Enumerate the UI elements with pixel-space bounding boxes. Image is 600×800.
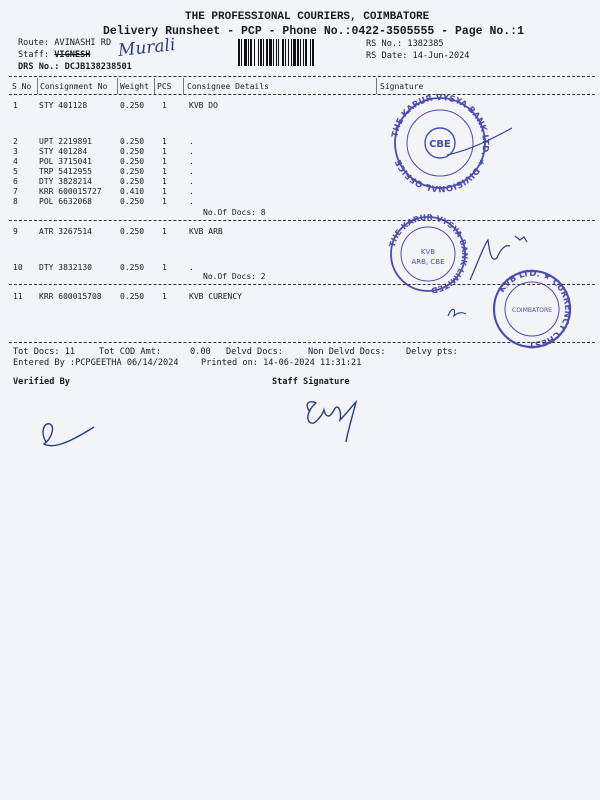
row-sno: 11	[13, 292, 23, 301]
row-pcs: 1	[162, 263, 167, 272]
col-signature: Signature	[380, 82, 424, 91]
row-sno: 1	[13, 101, 18, 110]
staff-handwritten-signature	[307, 402, 356, 442]
row-weight: 0.250	[120, 197, 145, 206]
entered-by: Entered By :PCPGEETHA 06/14/2024	[13, 358, 179, 368]
row-pcs: 1	[162, 147, 167, 156]
tot-docs: Tot Docs: 11	[13, 347, 76, 357]
row-weight: 0.250	[120, 227, 145, 236]
row-consignment-no: DTY 3832130	[39, 263, 92, 272]
row-consignee-details: .	[189, 137, 194, 146]
row-consignee-details: KVB ARB	[189, 227, 223, 236]
staff-handwritten-name: Murali	[117, 35, 177, 61]
non-delvd-docs: Non Delvd Docs:	[308, 347, 386, 357]
row-consignment-no: POL 6632068	[39, 197, 92, 206]
row-weight: 0.250	[120, 292, 145, 301]
row-pcs: 1	[162, 187, 167, 196]
svg-text:KVB: KVB	[420, 248, 436, 256]
row-weight: 0.410	[120, 187, 145, 196]
row-consignment-no: POL 3715041	[39, 157, 92, 166]
row-weight: 0.250	[120, 101, 145, 110]
row-consignment-no: DTY 3828214	[39, 177, 92, 186]
col-consignment: Consignment No	[40, 82, 108, 91]
group-count-2: No.Of Docs: 2	[203, 272, 266, 281]
row-weight: 0.250	[120, 167, 145, 176]
svg-text:KVB LTD. ★ CURRENCY CHEST: KVB LTD. ★ CURRENCY CHEST	[497, 268, 573, 350]
row-sno: 5	[13, 167, 18, 176]
row-consignee-details: KVB CURENCY	[189, 292, 242, 301]
row-sno: 8	[13, 197, 18, 206]
rs-date: RS Date: 14-Jun-2024	[366, 51, 470, 61]
currency-chest-stamp	[494, 269, 572, 349]
col-pcs: PCS	[157, 82, 172, 91]
svg-text:THE KARUR VYSYA BANK LTD. ★ DI: THE KARUR VYSYA BANK LTD. ★ DIVISIONAL OFFICE	[390, 92, 491, 194]
row-consignment-no: STY 401128	[39, 101, 88, 110]
row-consignment-no: KRR 600015708	[39, 292, 102, 301]
svg-text:CBE: CBE	[429, 139, 451, 150]
row-pcs: 1	[162, 101, 167, 110]
group-count-1: No.Of Docs: 8	[203, 208, 266, 217]
row-pcs: 1	[162, 137, 167, 146]
svg-text:THE KARUR VYSYA BANK LIMITED: THE KARUR VYSYA BANK LIMITED	[387, 212, 470, 295]
delvd-docs: Delvd Docs:	[226, 347, 283, 357]
route-label: Route: AVINASHI RD	[18, 38, 112, 48]
staff-signature-label: Staff Signature	[272, 377, 350, 387]
arb-cbe-stamp	[388, 213, 469, 295]
row-pcs: 1	[162, 167, 167, 176]
signature-row-11	[448, 309, 466, 316]
row-consignee-details: .	[189, 147, 194, 156]
row-consignee-details: .	[189, 197, 194, 206]
row-sno: 7	[13, 187, 18, 196]
row-consignment-no: TRP 5412955	[39, 167, 92, 176]
row-weight: 0.250	[120, 157, 145, 166]
row-weight: 0.250	[120, 177, 145, 186]
row-sno: 2	[13, 137, 18, 146]
verified-by-label: Verified By	[13, 377, 70, 387]
row-sno: 6	[13, 177, 18, 186]
verified-by-signature	[43, 424, 94, 446]
svg-text:COIMBATORE: COIMBATORE	[512, 307, 552, 314]
row-consignee-details: .	[189, 177, 194, 186]
row-sno: 9	[13, 227, 18, 236]
row-sno: 3	[13, 147, 18, 156]
row-consignee-details: .	[189, 187, 194, 196]
col-sno: S No	[12, 82, 32, 91]
staff-name-struck: VIGNESH	[54, 50, 91, 60]
row-sno: 10	[13, 263, 23, 272]
row-pcs: 1	[162, 177, 167, 186]
delvy-pts: Delvy pts:	[406, 347, 458, 357]
row-consignee-details: .	[189, 167, 194, 176]
row-pcs: 1	[162, 157, 167, 166]
col-consignee: Consignee Details	[187, 82, 269, 91]
row-weight: 0.250	[120, 137, 145, 146]
row-consignment-no: STY 401284	[39, 147, 88, 156]
row-consignment-no: UPT 2219891	[39, 137, 92, 146]
printed-on: Printed on: 14-06-2024 11:31:21	[201, 358, 362, 368]
row-pcs: 1	[162, 197, 167, 206]
company-title: THE PROFESSIONAL COURIERS, COIMBATORE	[185, 11, 430, 23]
row-weight: 0.250	[120, 263, 145, 272]
rs-number: RS No.: 1382385	[366, 39, 444, 49]
drs-number: DRS No.: DCJB138238501	[18, 62, 132, 72]
row-consignee-details: .	[189, 157, 194, 166]
row-pcs: 1	[162, 292, 167, 301]
tot-cod-label: Tot COD Amt:	[99, 347, 162, 357]
row-consignee-details: KVB DO	[189, 101, 218, 110]
divisional-office-stamp	[390, 93, 490, 193]
staff-label: Staff:	[18, 50, 50, 60]
row-consignment-no: KRR 600015727	[39, 187, 102, 196]
row-consignee-details: .	[189, 263, 194, 272]
runsheet-subtitle: Delivery Runsheet - PCP - Phone No.:0422-3505555 - Page No.:1	[103, 25, 524, 38]
row-consignment-no: ATR 3267514	[39, 227, 92, 236]
row-sno: 4	[13, 157, 18, 166]
row-pcs: 1	[162, 227, 167, 236]
tot-cod-amount: 0.00	[190, 347, 211, 357]
col-weight: Weight	[120, 82, 149, 91]
svg-text:ARB, CBE: ARB, CBE	[411, 258, 445, 266]
row-weight: 0.250	[120, 147, 145, 156]
